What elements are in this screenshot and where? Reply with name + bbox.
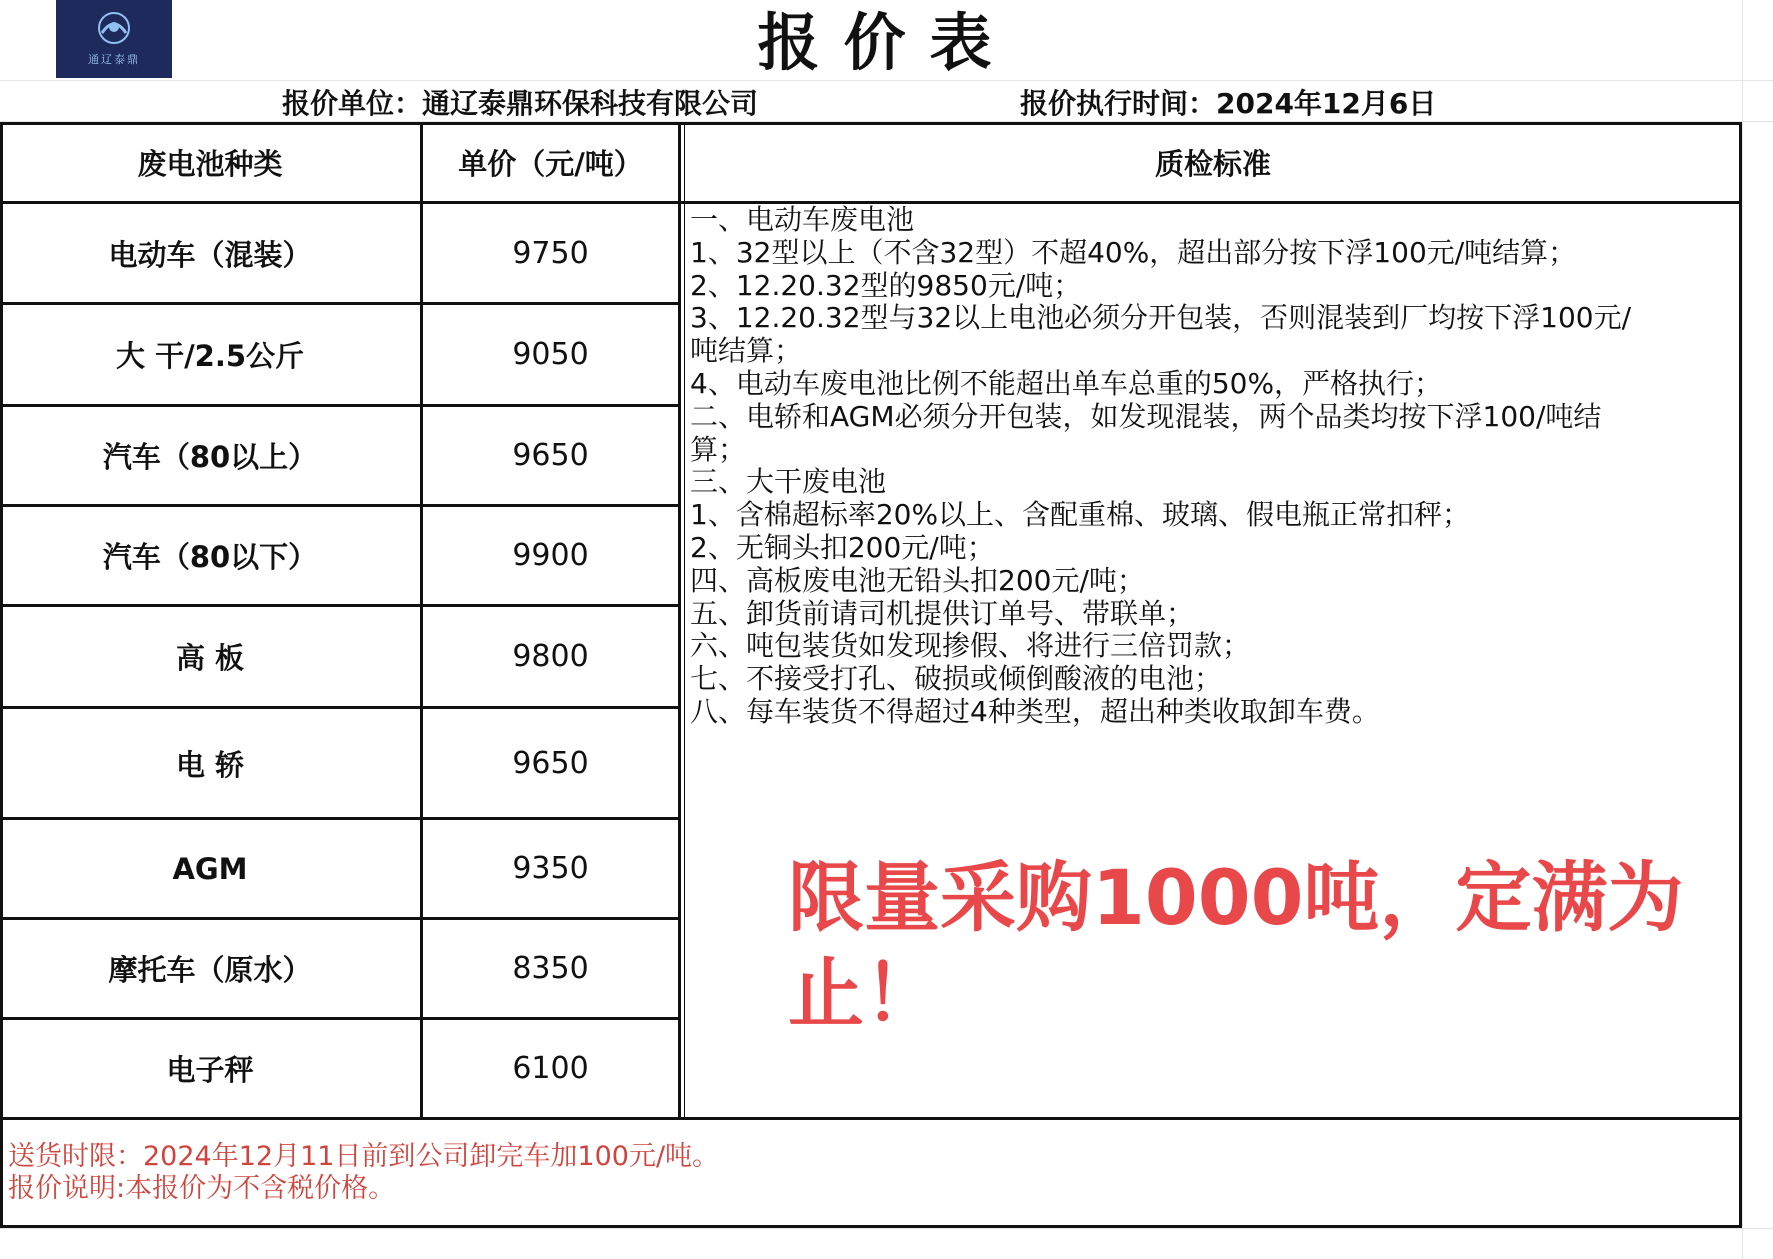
price-note: 报价说明:本报价为不含税价格。: [8, 1173, 396, 1204]
unit-price: 9800: [512, 639, 589, 674]
promo-line: 限量采购1000吨，定满为: [788, 853, 1684, 942]
standard-line: 算；: [690, 432, 747, 466]
page-title: 报价表: [757, 6, 1016, 79]
table-bottom-divider: [0, 1117, 1742, 1120]
delivery-deadline: 送货时限：2024年12月11日前到公司卸完车加100元/吨。: [8, 1141, 720, 1172]
standard-line: 1、32型以上（不含32型）不超40%，超出部分按下浮100元/吨结算；: [690, 235, 1577, 269]
footer-notes: [8, 1141, 719, 1205]
battery-type: 电 轿: [175, 747, 245, 782]
unit-price: 8350: [512, 951, 589, 986]
standard-line: 2、12.20.32型的9850元/吨；: [690, 268, 1082, 302]
standard-line: 2、无铜头扣200元/吨；: [690, 530, 995, 564]
column-divider: [684, 122, 685, 1120]
standard-line: 4、电动车废电池比例不能超出单车总重的50%，严格执行；: [690, 366, 1443, 400]
column-header-type: 废电池种类: [137, 146, 283, 181]
logo-text: 通辽泰鼎: [88, 53, 140, 66]
battery-type: 摩托车（原水）: [108, 953, 312, 987]
standard-line: 八、每车装货不得超过4种类型，超出种类收取卸车费。: [690, 694, 1380, 728]
column-header-standard: 质检标准: [1154, 146, 1271, 181]
unit-price: 9650: [512, 438, 589, 473]
battery-type: 电动车（混装）: [108, 237, 312, 272]
unit-price: 9900: [512, 538, 589, 573]
quote-company: 报价单位：通辽泰鼎环保科技有限公司: [282, 87, 759, 120]
column-divider: [678, 122, 681, 1120]
column-header-price: 单价（元/吨）: [458, 146, 643, 181]
battery-type: 汽车（80以上）: [102, 440, 318, 474]
battery-type: AGM: [172, 851, 248, 886]
standard-line: 二、电轿和AGM必须分开包装，如发现混装，两个品类均按下浮100/吨结: [690, 399, 1602, 433]
standard-line: 四、高板废电池无铅头扣200元/吨；: [690, 563, 1145, 597]
unit-price: 9650: [512, 745, 589, 781]
purchase-limit-notice: [788, 850, 1708, 1042]
battery-type: 大 干/2.5公斤: [115, 339, 305, 373]
promo-line: 止！: [788, 949, 940, 1038]
battery-type: 电子秤: [166, 1053, 254, 1087]
standard-line: 六、吨包装货如发现掺假、将进行三倍罚款；: [690, 629, 1251, 663]
standard-line: 一、电动车废电池: [690, 203, 915, 236]
standard-line: 五、卸货前请司机提供订单号、带联单；: [690, 596, 1195, 630]
battery-type: 汽车（80以下）: [102, 540, 318, 574]
standard-line: 三、大干废电池: [690, 465, 887, 499]
standard-line: 七、不接受打孔、破损或倾倒酸液的电池；: [690, 662, 1223, 696]
quality-standards: [690, 204, 1740, 729]
unit-price: 9350: [512, 851, 589, 886]
unit-price: 9050: [512, 337, 589, 372]
gridline: [1742, 0, 1743, 1259]
quote-date: 报价执行时间：2024年12月6日: [1020, 87, 1437, 120]
gridline: [0, 1228, 1773, 1229]
battery-type: 高 板: [175, 641, 245, 675]
standard-line: 吨结算；: [690, 334, 803, 368]
unit-price: 6100: [512, 1051, 589, 1086]
unit-price: 9750: [512, 235, 589, 271]
standard-line: 3、12.20.32型与32以上电池必须分开包装，否则混装到厂均按下浮100元/: [690, 301, 1632, 335]
standard-line: 1、含棉超标率20%以上、含配重棉、玻璃、假电瓶正常扣秤；: [690, 498, 1471, 532]
